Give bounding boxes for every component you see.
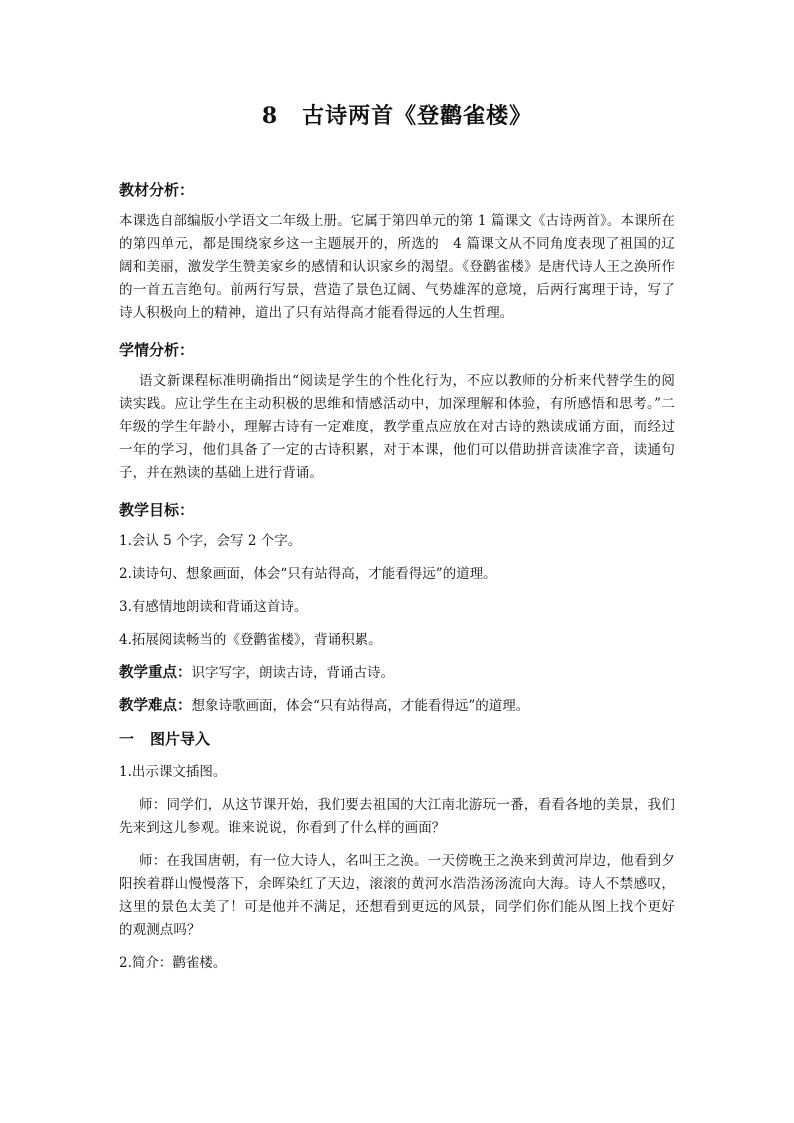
difficulty-label: 教学难点： [119,697,192,714]
material-analysis-heading: 教材分析： [119,181,195,199]
section-heading [119,728,675,750]
section-number: 一 [119,730,135,748]
lesson-number: 8 [261,103,279,129]
material-analysis-text: 本课选自部编版小学语文二年级上册。它属于第四单元的第 1 篇课文《古诗两首》。本课所在的第四单元，都是围绕家乡这一主题展开的，所选的 4 篇课文从不同角度表现了祖国的辽阔和美丽，激发学生赞美家乡的感情和认识家乡的渴望。《登鹳雀楼》是唐代诗人王之涣所作的一首五言绝句。前两行写景，营造了景色辽阔、气势雄浑的意境，后两行寓理于诗，写了诗人积极向上的精神，道出了只有站得高才能看得远的人生哲理。 [119,213,675,321]
section-title: 图片导入 [150,730,211,748]
page-title [119,96,675,136]
step-item: 1.出示课文插图。 [119,764,227,780]
goal-item: 2.读诗句、想象画面，体会“只有站得高，才能看得远”的道理。 [119,566,497,582]
teaching-goals-heading: 教学目标： [119,501,195,519]
teaching-keypoint [119,662,675,684]
keypoint-label: 教学重点： [119,664,192,681]
lesson-plan-page [119,96,675,985]
step-item: 2.简介：鹳雀楼。 [119,955,227,971]
difficulty-text: 想象诗歌画面，体会“只有站得高，才能看得远”的道理。 [191,698,530,714]
student-analysis-text: 语文新课程标准明确指出“阅读是学生的个性化行为，不应以教师的分析来代替学生的阅读实践。应让学生在主动积极的思维和情感活动中，加深理解和体验，有所感悟和思考。”二年级的学生年龄小，理解古诗有一定难度，教学重点应放在对古诗的熟读成诵方面，而经过一年的学习，他们具备了一定的古诗积累，对于本课，他们可以借助拼音读准字音，读通句子，并在熟读的基础上进行背诵。 [119,373,675,481]
teacher-dialogue: 师：同学们，从这节课开始，我们要去祖国的大江南北游玩一番，看看各地的美景，我们先来到这儿参观。谁来说说，你看到了什么样的画面？ [119,797,675,836]
keypoint-text: 识字写字，朗读古诗，背诵古诗。 [191,665,394,681]
goal-item: 1.会认 5 个字，会写 2 个字。 [119,533,302,549]
teaching-difficulty [119,695,675,717]
teacher-dialogue: 师：在我国唐朝，有一位大诗人，名叫王之涣。一天傍晚王之涣来到黄河岸边，他看到夕阳挨着群山慢慢落下，余晖染红了天边，滚滚的黄河水浩浩汤汤流向大海。诗人不禁感叹，这里的景色太美了！可是他并不满足，还想看到更远的风景，同学们你们能从图上找个更好的观测点吗？ [119,853,675,938]
lesson-title: 古诗两首《登鹳雀楼》 [302,103,533,129]
goal-item: 4.拓展阅读畅当的《登鹳雀楼》，背诵积累。 [119,632,382,648]
student-analysis-heading: 学情分析： [119,341,195,359]
goal-item: 3.有感情地朗读和背诵这首诗。 [119,599,308,615]
